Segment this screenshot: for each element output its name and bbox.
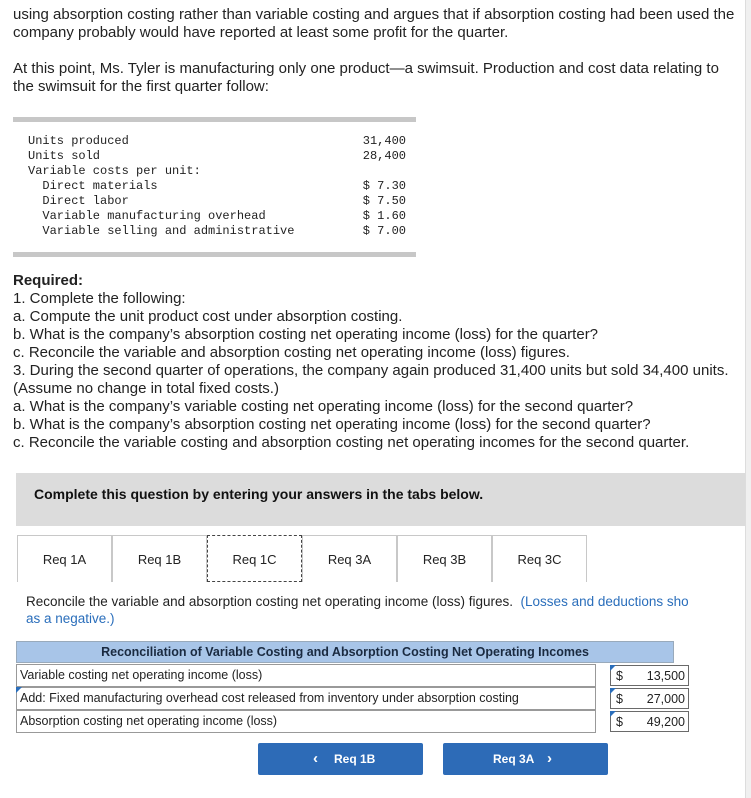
intro-paragraph-1: using absorption costing rather than variable costing and argues that if absorption costing had been used the company probably would have reported at least some profit for the quarter. [13, 6, 735, 41]
tab-req-3b[interactable]: Req 3B [397, 535, 492, 582]
required-line: 1. Complete the following: [13, 290, 186, 307]
required-line: c. Reconcile the variable costing and absorption costing net operating incomes for the second quarter. [13, 434, 690, 451]
currency-symbol: $ [616, 669, 623, 683]
intro-paragraph-2: At this point, Ms. Tyler is manufacturing only one product—a swimsuit. Production and cost data relating to the swimsuit for the first quarter follow: [13, 60, 719, 95]
tab-req-3c[interactable]: Req 3C [492, 535, 587, 582]
tab-req-1a[interactable]: Req 1A [17, 535, 112, 582]
reconciliation-row [16, 710, 685, 733]
row-value: $ 7.30 [362, 179, 406, 193]
required-line: b. What is the company’s absorption costing net operating income (loss) for the second quarter? [13, 416, 651, 433]
dropdown-marker-icon [16, 687, 22, 693]
row-label: Absorption costing net operating income (loss) [16, 710, 596, 733]
required-line: b. What is the company’s absorption costing net operating income (loss) for the quarter? [13, 326, 599, 343]
amount-value: 13,500 [646, 669, 685, 683]
required-list [13, 290, 743, 452]
instruction-text [26, 593, 689, 627]
required-line: a. What is the company’s variable costing net operating income (loss) for the second quarter? [13, 398, 634, 415]
amount-input[interactable] [610, 665, 689, 686]
row-label: Variable costing net operating income (loss) [16, 664, 596, 687]
tab-req-1c[interactable]: Req 1C [207, 535, 302, 582]
row-label: Variable costs per unit: [28, 164, 201, 178]
prev-tab-button[interactable] [258, 743, 423, 775]
table-row [13, 224, 416, 239]
amount-input[interactable] [610, 688, 689, 709]
row-label[interactable] [16, 687, 596, 710]
amount-value: 49,200 [646, 715, 685, 729]
table-row [13, 149, 416, 164]
required-line: 3. During the second quarter of operations, the company again produced 31,400 units but sold 34,400 units. (Assume no change in total fixed costs.) [13, 362, 729, 397]
instruction-note: (Losses and deductions sho [520, 594, 689, 609]
chevron-right-icon: › [547, 750, 552, 767]
table-row [13, 194, 416, 209]
reconciliation-row [16, 687, 685, 710]
row-value: $ 7.00 [362, 224, 406, 238]
row-label: Direct materials [28, 179, 158, 193]
currency-symbol: $ [616, 692, 623, 706]
table-row [13, 209, 416, 224]
row-label-text: Add: Fixed manufacturing overhead cost released from inventory under absorption costing [20, 691, 519, 705]
row-label: Direct labor [28, 194, 129, 208]
reconciliation-row [16, 664, 685, 687]
tab-panel [16, 582, 751, 632]
table-row [13, 134, 416, 149]
amount-value: 27,000 [646, 692, 685, 706]
banner-text: Complete this question by entering your answers in the tabs below. [34, 486, 484, 502]
row-label: Units sold [28, 149, 101, 163]
tab-req-1b[interactable]: Req 1B [112, 535, 207, 582]
row-label: Variable manufacturing overhead [28, 209, 266, 223]
instructions-banner [16, 473, 746, 526]
next-tab-button[interactable] [443, 743, 608, 775]
row-value: $ 7.50 [362, 194, 406, 208]
scrollbar[interactable] [745, 0, 751, 798]
row-label: Variable selling and administrative [28, 224, 295, 238]
table-row [13, 179, 416, 194]
row-value: $ 1.60 [362, 209, 406, 223]
row-label: Units produced [28, 134, 129, 148]
prev-button-label: Req 1B [334, 752, 376, 766]
row-value: 31,400 [362, 134, 406, 148]
required-line: c. Reconcile the variable and absorption costing net operating income (loss) figures. [13, 344, 570, 361]
next-button-label: Req 3A [493, 752, 535, 766]
instruction-main: Reconcile the variable and absorption costing net operating income (loss) figures. [26, 594, 514, 609]
amount-input[interactable] [610, 711, 689, 732]
table-row [13, 164, 416, 179]
currency-symbol: $ [616, 715, 623, 729]
tab-req-3a[interactable]: Req 3A [302, 535, 397, 582]
required-title: Required: [13, 272, 84, 289]
reconciliation-header: Reconciliation of Variable Costing and Absorption Costing Net Operating Incomes [16, 641, 674, 663]
required-line: a. Compute the unit product cost under absorption costing. [13, 308, 403, 325]
instruction-note-cont: as a negative.) [26, 611, 115, 626]
chevron-left-icon: ‹ [313, 750, 318, 767]
production-data-table [13, 117, 416, 257]
row-value: 28,400 [362, 149, 406, 163]
